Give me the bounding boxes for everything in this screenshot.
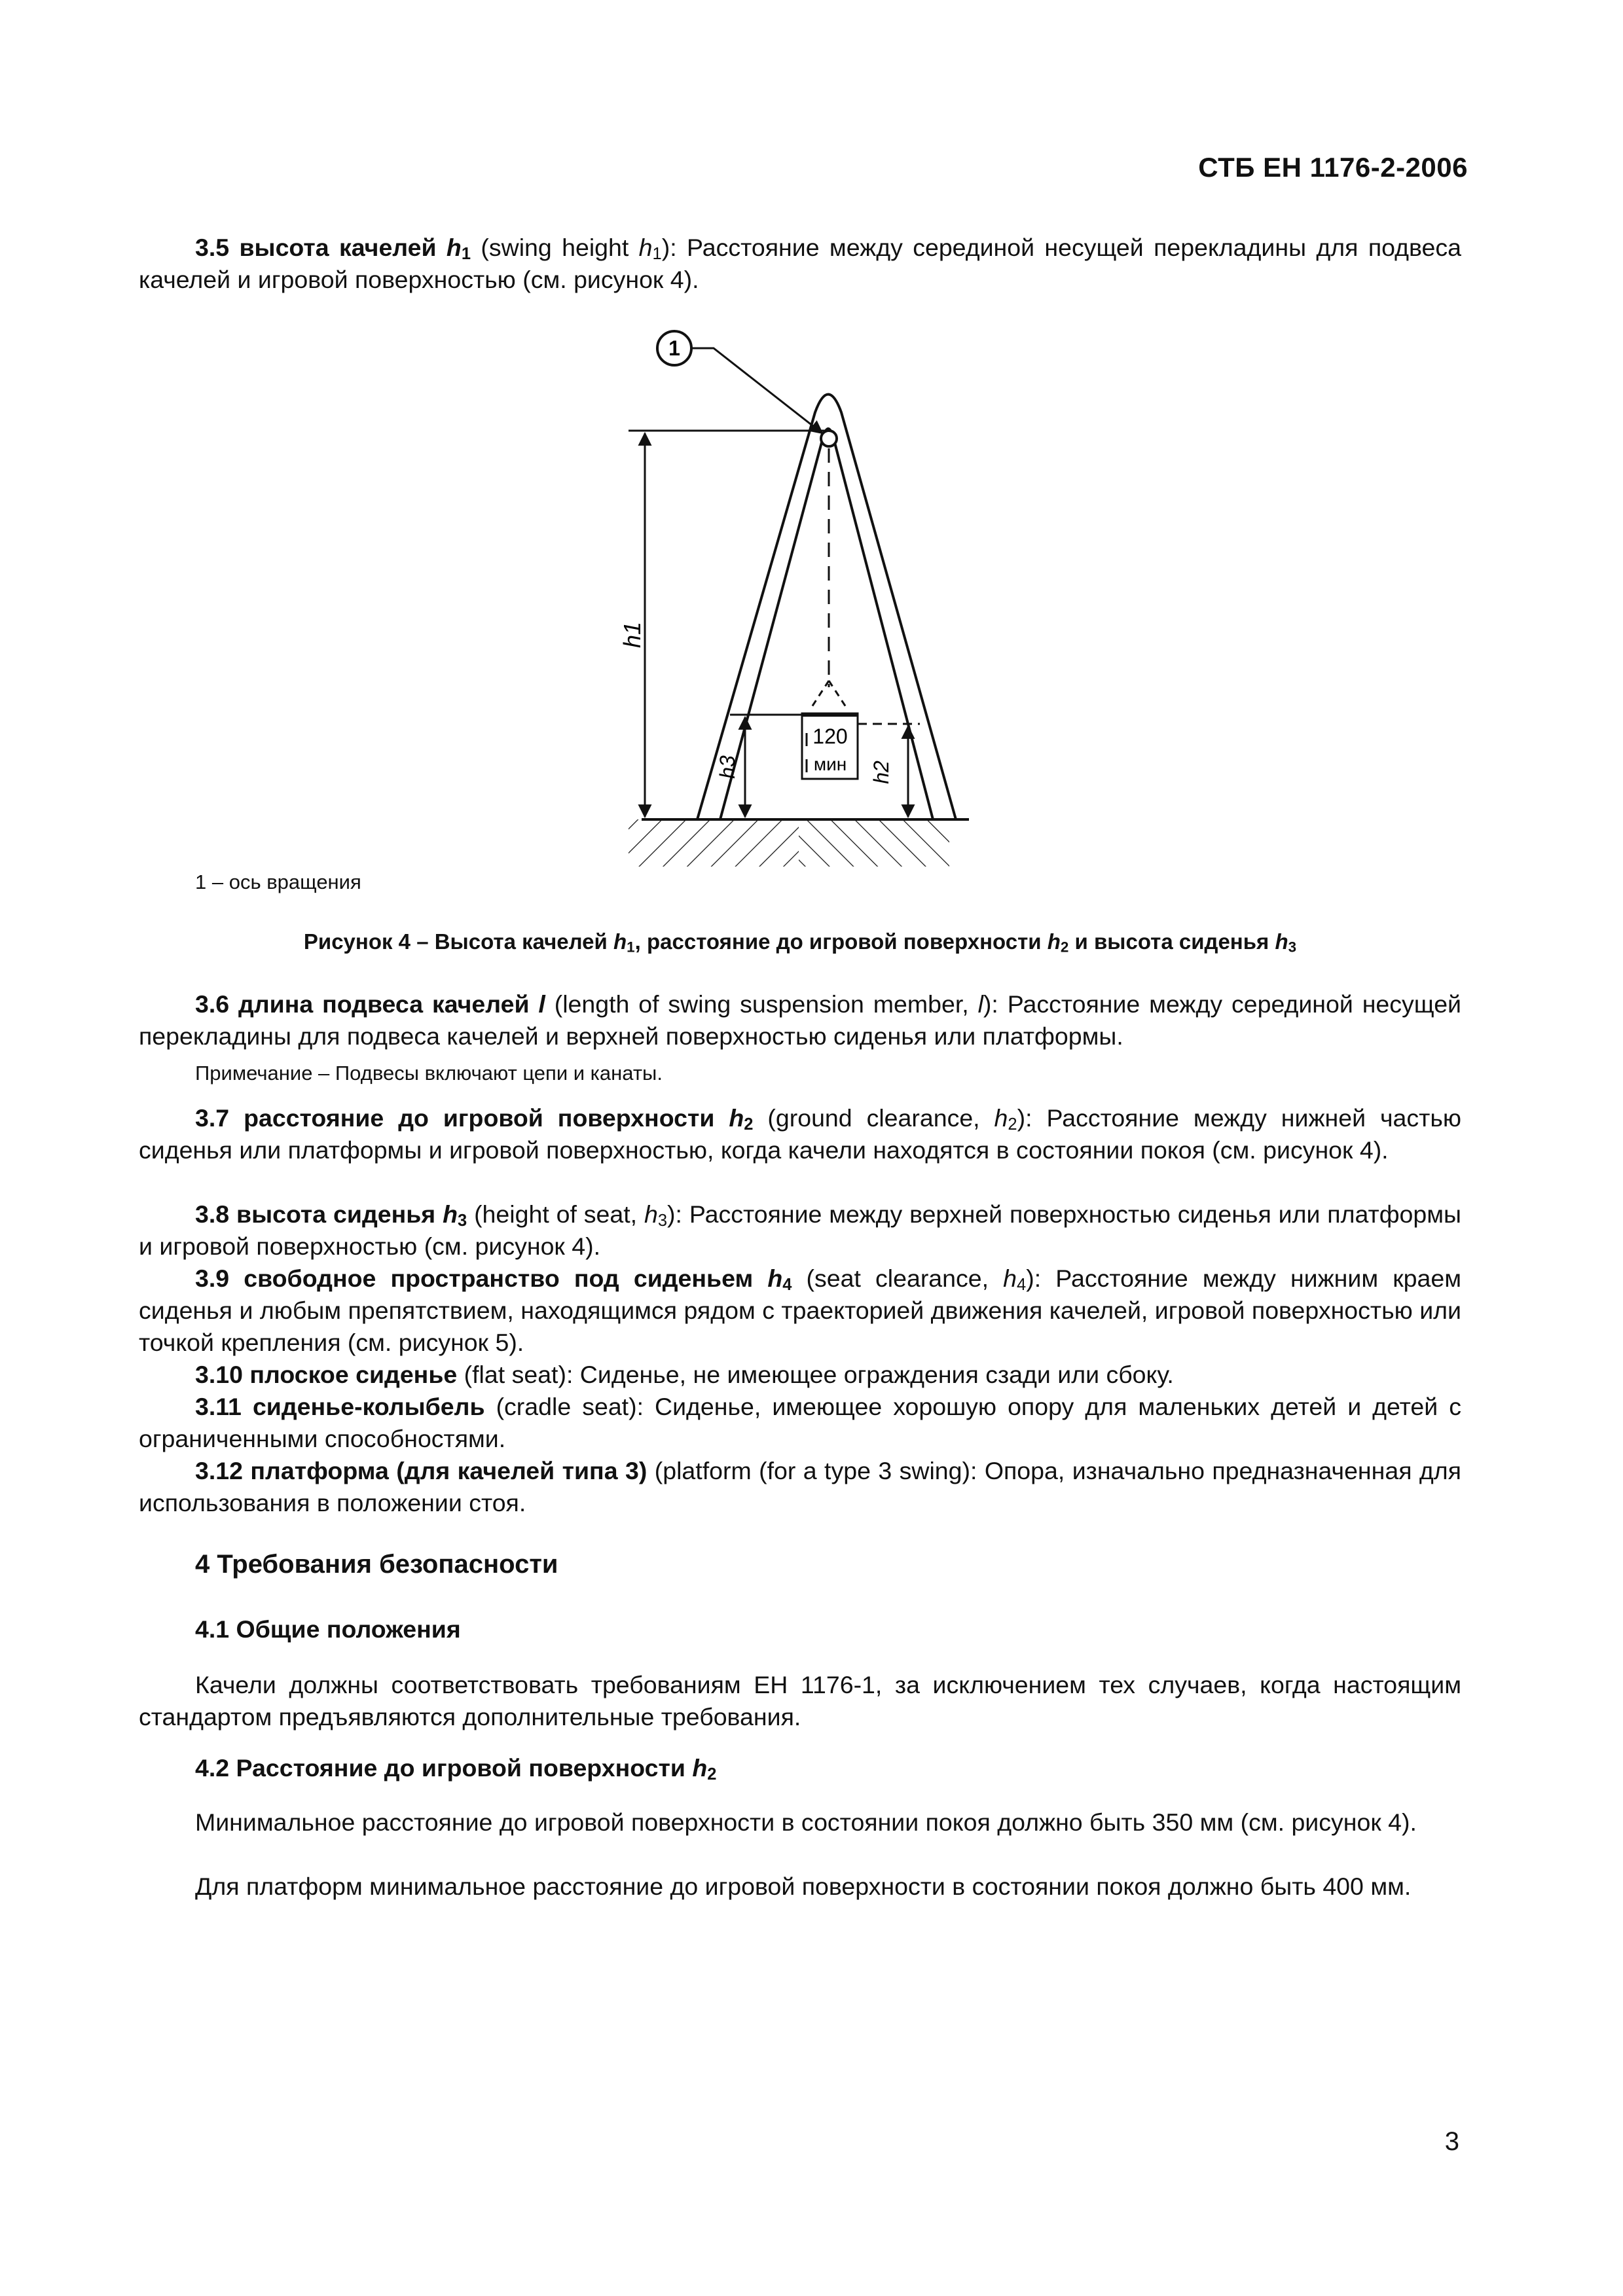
section-4-title: 4 Требования безопасности bbox=[195, 1550, 558, 1579]
figure-legend: 1 – ось вращения bbox=[195, 870, 361, 893]
section-4-2-text-2: Для платформ минимальное расстояние до игровой поверхности в состоянии покоя должно быть 400 мм. bbox=[195, 1873, 1412, 1900]
section-4-1-title: 4.1 Общие положения bbox=[195, 1615, 461, 1643]
definition-3-10: 3.10 плоское сиденье (flat seat): Сиденье, не имеющее ограждения сзади или сбоку. bbox=[195, 1361, 1174, 1388]
definition-3-12: 3.12 платформа (для качелей типа 3) (platform (for a type 3 swing): Опора, изначально предназначенная для использования в положении стоя. bbox=[139, 1457, 1461, 1516]
definition-3-9: 3.9 свободное пространство под сиденьем $h_4$ (seat clearance, $h_4$): Расстояние между нижним краем сиденья и любым препятствием, находящимся рядом с траекторией движения качелей, игровой поверхностью или точкой крепления (см. рисунок 5). bbox=[139, 1265, 1461, 1356]
definition-3-11: 3.11 сиденье-колыбель (cradle seat): Сиденье, имеющее хорошую опору для маленьких детей и детей с ограниченными способностями. bbox=[139, 1393, 1461, 1452]
section-4-1-text: Качели должны соответствовать требованиям ЕН 1176-1, за исключением тех случаев, когда настоящим стандартом предъявляются дополнительные требования. bbox=[139, 1671, 1461, 1731]
dim-value: 120 bbox=[812, 725, 848, 748]
document-code: СТБ ЕН 1176-2-2006 bbox=[1198, 152, 1468, 183]
swing-height-figure bbox=[589, 314, 995, 890]
definition-3-5: 3.5 высота качелей $h_1$ (swing height $h_1$): Расстояние между серединой несущей перекладины для подвеса качелей и игровой поверхностью (см. рисунок 4). bbox=[139, 234, 1461, 293]
dim-unit: мин bbox=[813, 754, 847, 774]
definition-3-8: 3.8 высота сиденья $h_3$ (height of seat, $h_3$): Расстояние между верхней поверхностью сиденья или платформы и игровой поверхностью (см. рисунок 4). bbox=[139, 1200, 1461, 1260]
section-4-2-text-1: Минимальное расстояние до игровой поверхности в состоянии покоя должно быть 350 мм (см. рисунок 4). bbox=[195, 1808, 1417, 1836]
h2-label: h2 bbox=[869, 761, 893, 784]
ground-hatching bbox=[629, 819, 949, 867]
page-number: 3 bbox=[1444, 2127, 1459, 2156]
definition-3-6: 3.6 длина подвеса качелей l (length of swing suspension member, l): Расстояние между серединой несущей перекладины для подвеса качелей и верхней поверхностью сиденья или платформы. bbox=[139, 990, 1462, 1050]
callout-leader bbox=[691, 348, 822, 433]
pivot-icon bbox=[821, 431, 837, 446]
figure-caption: Рисунок 4 – Высота качелей $h_1$, расстояние до игровой поверхности $h_2$ и высота сиденья $h_3$ bbox=[303, 929, 1297, 956]
h3-label: h3 bbox=[716, 755, 739, 779]
note-3-6: Примечание – Подвесы включают цепи и канаты. bbox=[195, 1062, 663, 1085]
h1-label: h1 bbox=[619, 621, 646, 649]
section-4-2-title: 4.2 Расстояние до игровой поверхности $h_2$ bbox=[195, 1754, 717, 1784]
definition-3-7: 3.7 расстояние до игровой поверхности $h_2$ (ground clearance, $h_2$): Расстояние между нижней частью сиденья или платформы и игровой поверхностью, когда качели находятся в состоянии покоя (см. рисунок 4). bbox=[139, 1104, 1461, 1164]
callout-number: 1 bbox=[668, 336, 680, 360]
